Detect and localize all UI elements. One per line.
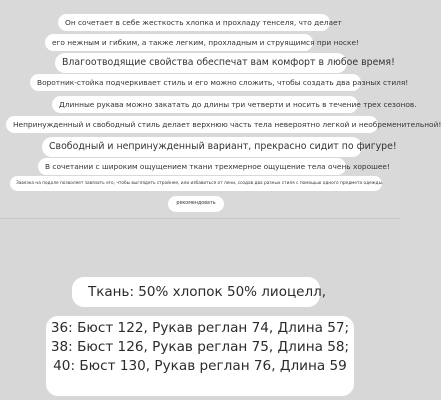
feature-item: Длинные рукава можно закатать до длины три четверти и носить в течение трех сезонов. [52, 96, 358, 113]
recommend-button[interactable]: рекомендовать [168, 196, 224, 212]
feature-item: его нежным и гибким, а также легким, прохладным и струящимся при носке! [45, 34, 313, 51]
product-specs [0, 219, 400, 400]
feature-item: Завязка на подоле позволяет завязать его, чтобы выглядеть стройнее, или избавиться от лени, создав два разных стиля с помощью одного предмета одежды. [10, 176, 382, 191]
feature-item: Влагоотводящие свойства обеспечат вам комфорт в любое время! [55, 53, 347, 73]
feature-item: Воротник-стойка подчеркивает стиль и его можно сложить, чтобы создать два разных стиля! [30, 74, 361, 91]
size-row: 38: Бюст 126, Рукав реглан 75, Длина 58; [50, 339, 350, 355]
size-chart [46, 316, 354, 396]
feature-item: Свободный и непринужденный вариант, прекрасно сидит по фигуре! [42, 137, 362, 157]
size-row: 36: Бюст 122, Рукав реглан 74, Длина 57; [50, 320, 350, 336]
fabric-composition: Ткань: 50% хлопок 50% лиоцелл, [72, 277, 320, 307]
feature-item: Он сочетает в себе жесткость хлопка и прохладу тенселя, что делает [58, 14, 330, 31]
feature-item: Непринужденный и свободный стиль делает верхнюю часть тела невероятно легкой и необременительной! [6, 116, 378, 133]
size-row: 40: Бюст 130, Рукав реглан 76, Длина 59 [53, 358, 347, 374]
feature-item: В сочетании с широким ощущением ткани трехмерное ощущение тела очень хорошее! [38, 158, 346, 175]
